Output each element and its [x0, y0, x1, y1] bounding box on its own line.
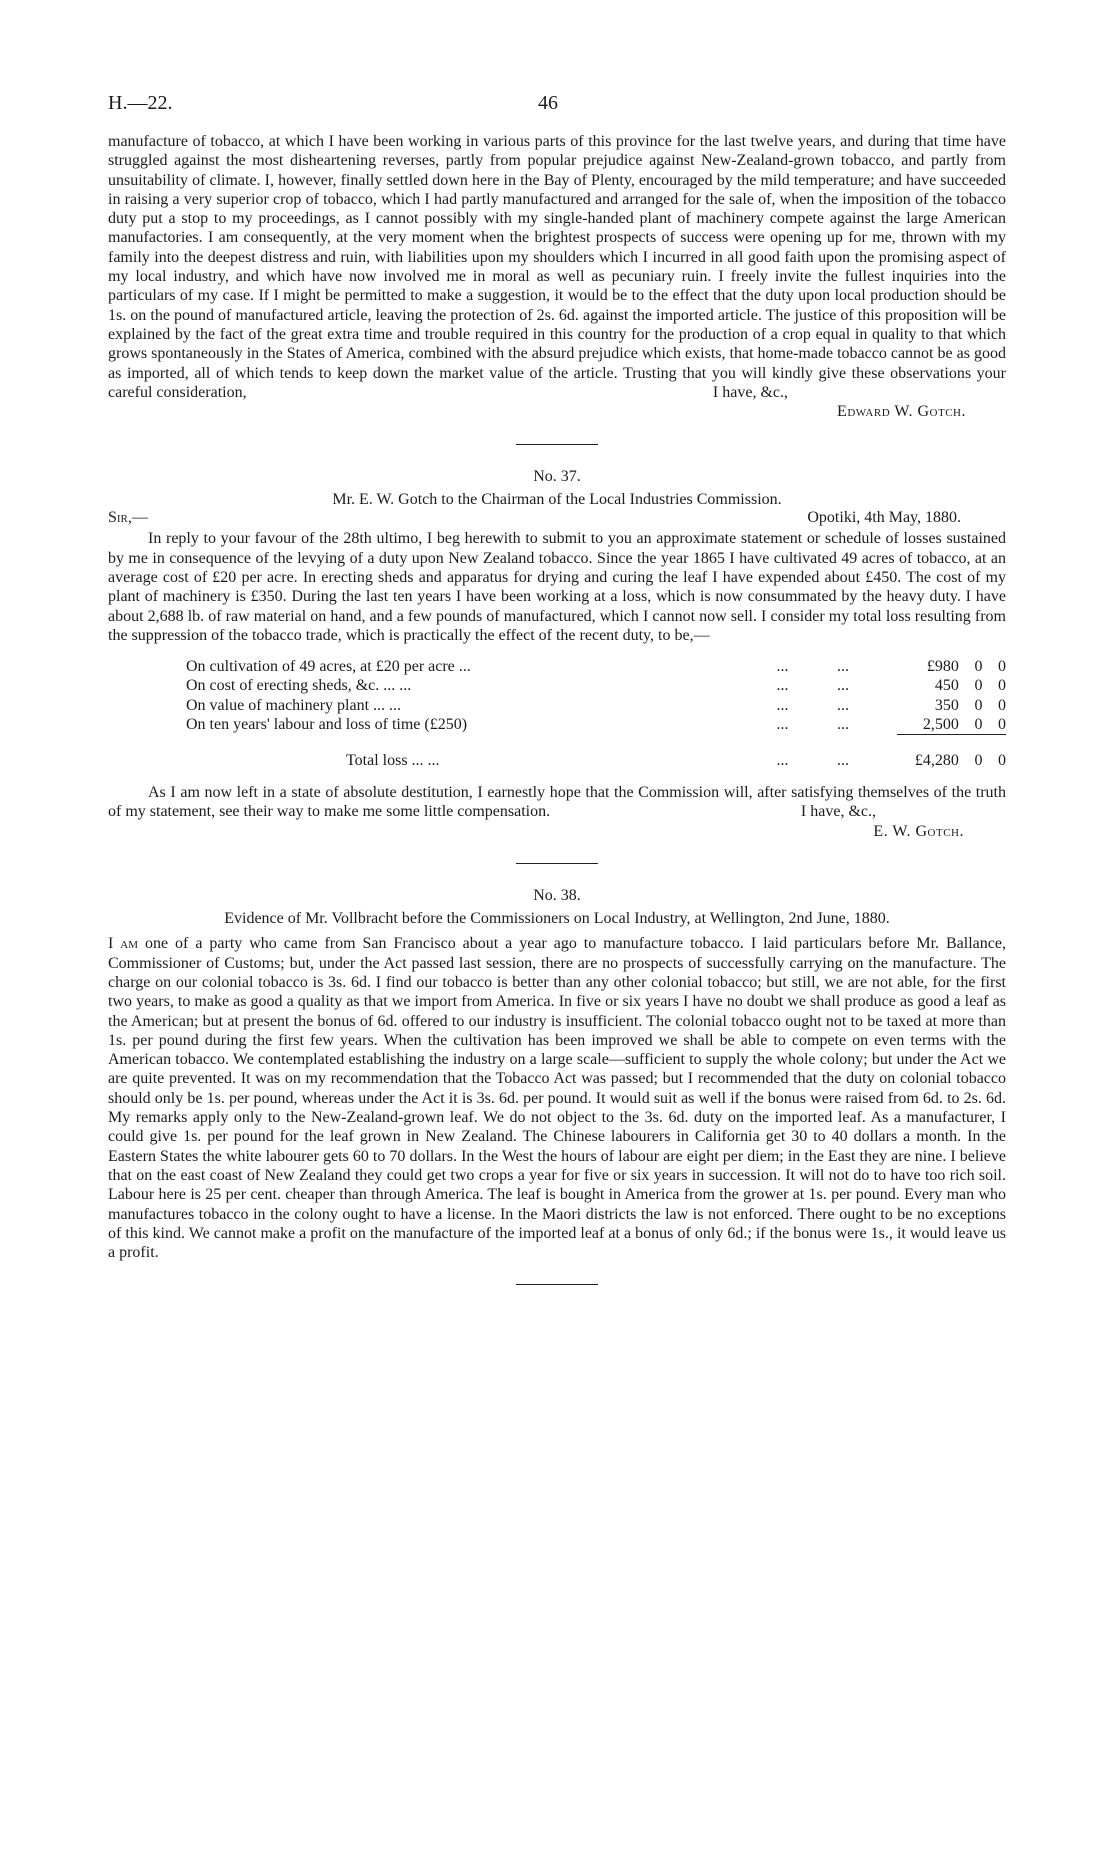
total-pence: 0 — [982, 735, 1006, 771]
section-divider — [516, 1284, 598, 1285]
loss-shillings: 0 — [974, 696, 983, 714]
table-row — [186, 696, 1006, 715]
evidence38-body — [108, 934, 1006, 1262]
letter37-salutation: Sir,— — [108, 509, 148, 527]
loss-leader: ... — [836, 696, 849, 714]
table-row — [186, 676, 1006, 695]
loss-pounds: £980 — [926, 658, 959, 676]
loss-shillings: 0 — [974, 658, 983, 676]
loss-leader: ... — [836, 677, 849, 695]
letter37-title: Mr. E. W. Gotch to the Chairman of the Local Industries Commission. — [332, 491, 782, 509]
total-label: Total loss ... ... — [346, 752, 440, 770]
loss-shillings: 0 — [974, 677, 983, 695]
loss-leader: ... — [836, 716, 849, 734]
document-page — [108, 92, 1006, 1307]
loss-label: On ten years' labour and loss of time (£250) — [186, 716, 468, 734]
letter36-body: manufacture of tobacco, at which I have been working in various parts of this province for the last twelve years, and during that time have struggled against the most disheartening reverses, partly from popular prejudice against New-Zealand-grown tobacco, and partly from unsuitability of climate. I, however, finally settled down here in the Bay of Plenty, encouraged by the mild temperature; and have succeeded in raising a very superior crop of tobacco, which I had partly manufactured and arranged for the sale of, when the imposition of the tobacco duty put a stop to my proceedings, as I cannot possibly with my single-handed plant of machinery compete against the large American manufactories. I am consequently, at the very moment when the brightest prospects of success were opening up for me, thrown with my family into the deepest distress and ruin, with liabilities upon my shoulders which I incurred in all good faith upon the promising aspect of my local industry, and which have now involved me in moral as well as pecuniary ruin. I freely invite the fullest inquiries into the particulars of my case. If I might be permitted to make a suggestion, it would be to the effect that the duty upon local production should be 1s. on the pound of manufactured article, leaving the protection of 2s. 6d. against the imported article. The justice of this proposition will be explained by the fact of the great extra time and trouble required in this country for the production of a crop equal in quality to that which grows spontaneously in the States of America, combined with the absurd prejudice which exists, that home-made tobacco cannot be as good as imported, all of which tends to keep down the market value of the article. Trusting that you will kindly give these observations your careful consideration, — [108, 133, 1006, 401]
loss-label: On value of machinery plant ... ... — [186, 696, 402, 714]
loss-pounds: 2,500 — [922, 716, 959, 734]
loss-leader: ... — [776, 658, 789, 676]
table-row — [186, 715, 1006, 735]
letter37-closing: I have, &c., — [800, 803, 876, 821]
loss-pence: 0 — [998, 716, 1006, 734]
total-pounds: £4,280 — [897, 735, 958, 771]
loss-leader: ... — [836, 658, 849, 676]
evidence38-title: Evidence of Mr. Vollbracht before the Commissioners on Local Industry, at Wellington, 2nd June, 1880. — [224, 910, 890, 928]
page-number: 46 — [538, 92, 558, 114]
loss-leader: ... — [776, 716, 789, 734]
total-shillings: 0 — [959, 735, 983, 771]
page-header — [108, 92, 1006, 132]
letter37-number: No. 37. — [533, 467, 581, 485]
section-divider — [516, 863, 598, 864]
loss-label: On cultivation of 49 acres, at £20 per acre ... — [186, 658, 471, 676]
loss-pence: 0 — [998, 696, 1006, 714]
loss-pounds: 350 — [934, 696, 959, 714]
document-reference: H.—22. — [108, 92, 173, 114]
letter37-signature: E. W. Gotch. — [873, 822, 964, 840]
losses-table — [186, 657, 1006, 770]
loss-shillings: 0 — [974, 716, 983, 734]
letter37-place-date: Opotiki, 4th May, 1880. — [807, 509, 961, 527]
loss-leader: ... — [776, 677, 789, 695]
letter37-salutation-line — [108, 509, 1006, 529]
evidence38-text: one of a party who came from San Francisco about a year ago to manufacture tobacco. I laid particulars before Mr. Ballance, Commissioner of Customs; but, under the Act passed last session, there are no prospects of successfully carrying on the manufacture. The charge on our colonial tobacco is 3s. 6d. I find our tobacco is better than any other colonial tobacco; but still, we are not able, for the first two years, to make as good a quality as that we import from America. In five or six years I have no doubt we shall produce as good a leaf as the American; but at present the bonus of 6d. offered to our industry is insufficient. The colonial tobacco ought not to be taxed at more than 1s. per pound during the first few years. When the cultivation has been improved we shall be able to compete on even terms with the American tobacco. We contemplated establishing the industry on a large scale—sufficient to supply the whole colony; but under the Act we are quite prevented. It was on my recommendation that the Tobacco Act was passed; but I recommended that the duty on colonial tobacco should only be 1s. per pound, whereas under the Act it is 3s. 6d. per pound. It would suit as well if the bonus were raised from 6d. to 2s. 6d. My remarks apply only to the New-Zealand-grown leaf. We do not object to the 3s. 6d. duty on the imported leaf. As a manufacturer, I could give 1s. per pound for the leaf grown in New Zealand. The Chinese labourers in California get 30 to 40 dollars a month. In the Eastern States the white labourer gets 60 to 70 dollars. In the West the hours of labour are eight per diem; in the East they are nine. I believe that on the east coast of New Zealand they could get two crops a year for five or six years in succession. It will not do to have too rich soil. Labour here is 25 per cent. cheaper than through America. The leaf is bought in America from the grower at 1s. per pound. Every man who manufactures tobacco in the colony ought to have a license. In the Maori districts the law is not enforced. There ought to be no exceptions of this kind. We cannot make a profit on the manufacture of the imported leaf at a bonus of only 6d.; if the bonus were 1s., it would leave us a profit. — [108, 935, 1006, 1262]
evidence38-number: No. 38. — [533, 886, 581, 904]
letter36-closing: I have, &c., — [712, 384, 788, 402]
loss-leader: ... — [776, 696, 789, 714]
section-divider — [516, 444, 598, 445]
loss-pence: 0 — [998, 658, 1006, 676]
letter37-after: As I am now left in a state of absolute destitution, I earnestly hope that the Commission will, after satisfying themselves of the truth of my statement, see their way to make me some little compensation. — [108, 783, 1006, 820]
loss-label: On cost of erecting sheds, &c. ... ... — [186, 677, 412, 695]
loss-pounds: 450 — [934, 677, 959, 695]
letter36-signature: Edward W. Gotch. — [837, 403, 966, 421]
total-leader: ... — [776, 752, 789, 770]
total-row — [186, 735, 1006, 771]
loss-pence: 0 — [998, 677, 1006, 695]
letter37-body: In reply to your favour of the 28th ultimo, I beg herewith to submit to you an approximate statement or schedule of losses sustained by me in consequence of the levying of a duty upon New Zealand tobacco. Since the year 1865 I have cultivated 49 acres of tobacco, at an average cost of £20 per acre. In erecting sheds and apparatus for drying and curing the leaf I have expended about £450. The cost of my plant of machinery is £350. During the last ten years I have been working at a loss, which is now consummated by the heavy duty. I have about 2,688 lb. of raw material on hand, and a few pounds of manufactured, which I cannot now sell. I consider my total loss resulting from the suppression of the tobacco trade, which is practically the effect of the recent duty, to be,— — [108, 530, 1006, 644]
table-row — [186, 657, 1006, 676]
total-leader: ... — [836, 752, 849, 770]
evidence38-opening: I am — [108, 935, 139, 953]
